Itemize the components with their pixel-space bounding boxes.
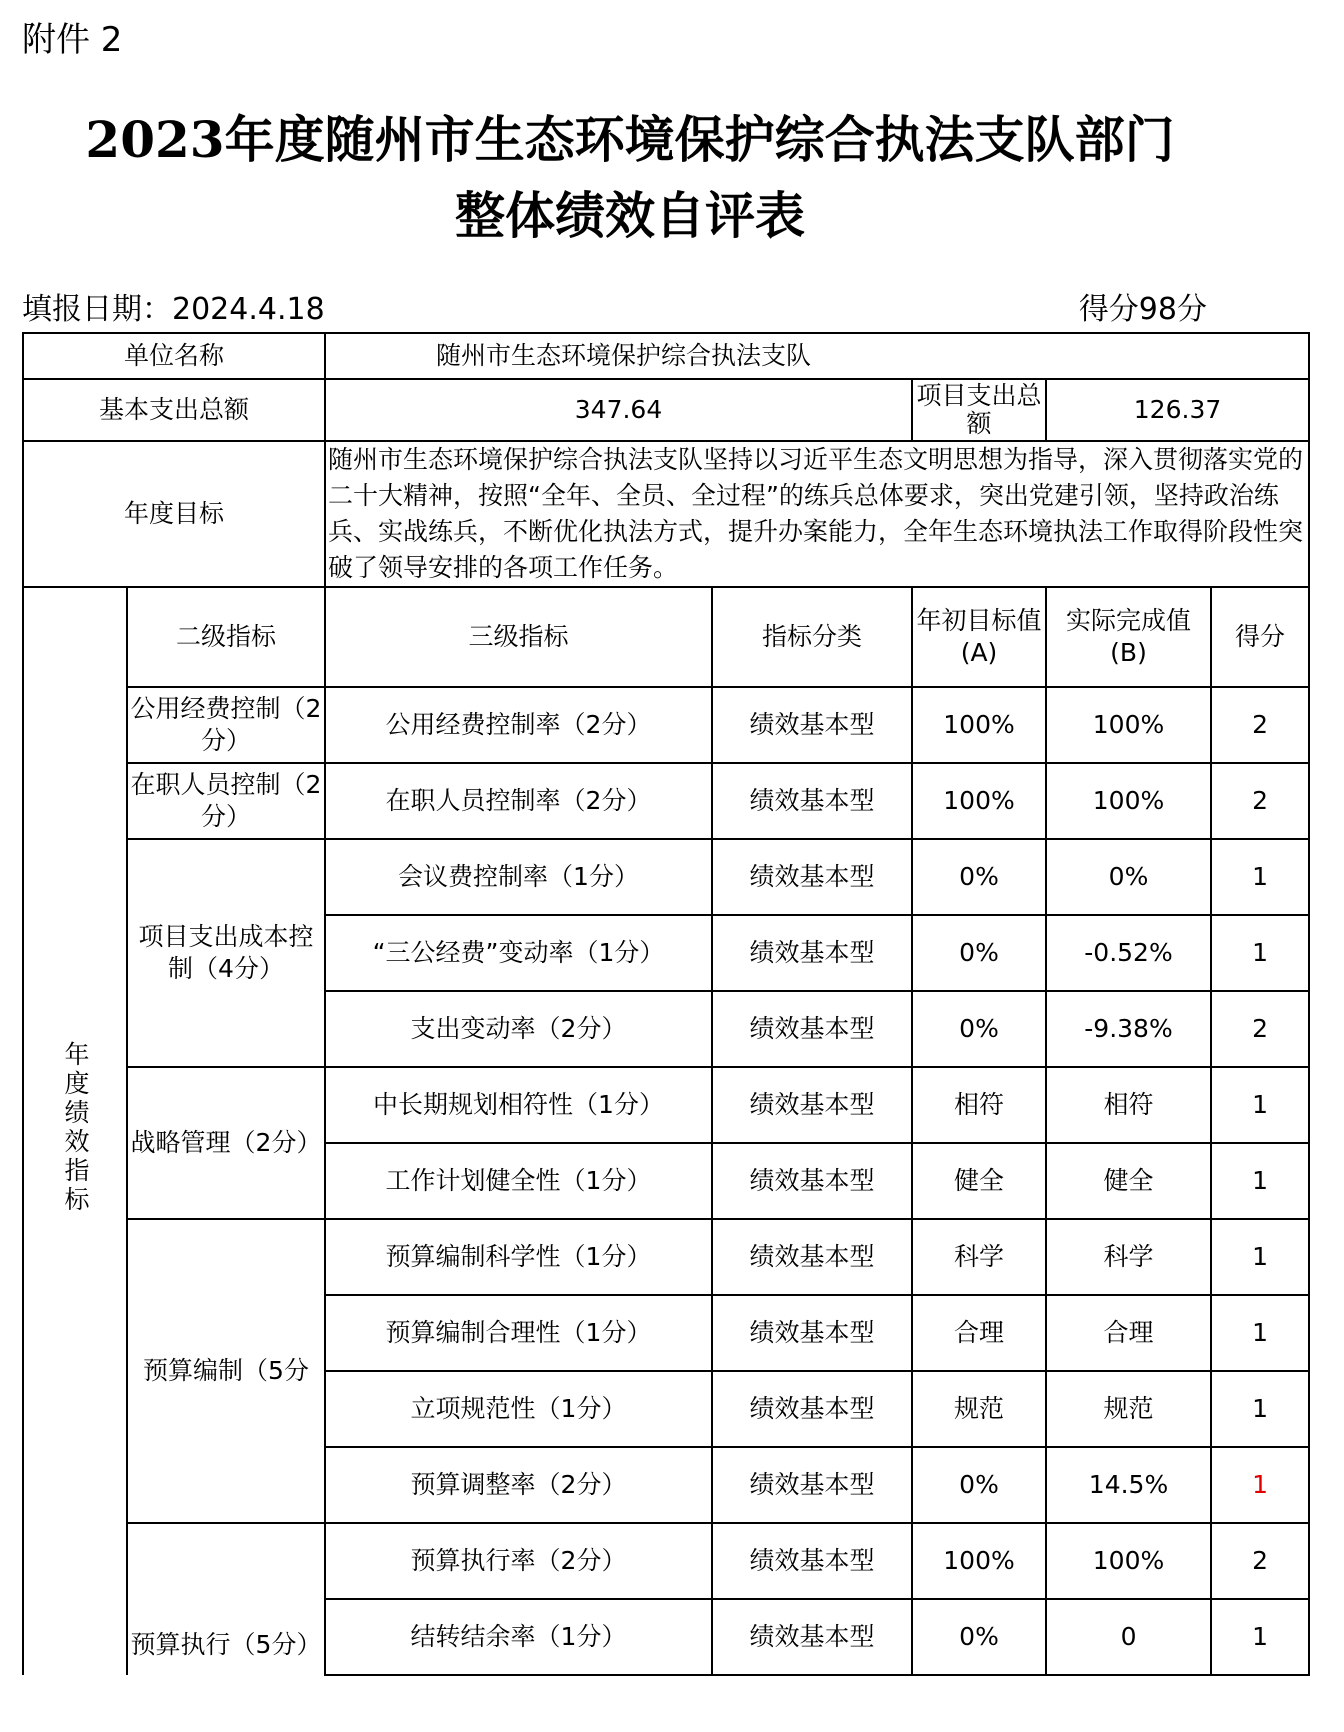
header-target: 年初目标值(A) — [912, 587, 1046, 687]
indicator-category: 绩效基本型 — [712, 1067, 912, 1143]
indicator-category: 绩效基本型 — [712, 1447, 912, 1523]
indicator-actual: 0 — [1046, 1599, 1211, 1675]
indicator-score: 1 — [1211, 1371, 1309, 1447]
fill-date: 填报日期：2024.4.18 — [22, 292, 325, 327]
header-category: 指标分类 — [712, 587, 912, 687]
table-row — [23, 1067, 1309, 1143]
header-score: 得分 — [1211, 587, 1309, 687]
indicator-target: 0% — [912, 915, 1046, 991]
indicator-name: 预算执行率（2分） — [325, 1523, 712, 1599]
indicator-name: 会议费控制率（1分） — [325, 839, 712, 915]
indicator-category: 绩效基本型 — [712, 1143, 912, 1219]
indicator-actual: 0% — [1046, 839, 1211, 915]
indicator-name: 预算调整率（2分） — [325, 1447, 712, 1523]
performance-table — [22, 332, 1310, 1676]
indicator-name: 在职人员控制率（2分） — [325, 763, 712, 839]
unit-row — [23, 333, 1309, 379]
indicator-score: 1 — [1211, 1219, 1309, 1295]
indicator-category: 绩效基本型 — [712, 687, 912, 763]
group-label: 预算执行（5分） — [127, 1523, 325, 1675]
indicator-actual: 规范 — [1046, 1371, 1211, 1447]
indicator-header-row — [23, 587, 1309, 687]
unit-label: 单位名称 — [23, 333, 325, 379]
indicator-actual: 100% — [1046, 1523, 1211, 1599]
table-row — [23, 1523, 1309, 1599]
document-title-line1: 2023年度随州市生态环境保护综合执法支队部门 — [85, 110, 1175, 169]
indicator-section-text: 年度绩效指标 — [61, 1040, 90, 1215]
indicator-score: 1 — [1211, 1295, 1309, 1371]
indicator-target: 0% — [912, 839, 1046, 915]
indicator-target: 合理 — [912, 1295, 1046, 1371]
indicator-category: 绩效基本型 — [712, 1295, 912, 1371]
indicator-category: 绩效基本型 — [712, 763, 912, 839]
indicator-score: 1 — [1211, 915, 1309, 991]
unit-value: 随州市生态环境保护综合执法支队 — [325, 333, 1309, 379]
indicator-name: 工作计划健全性（1分） — [325, 1143, 712, 1219]
table-row — [23, 839, 1309, 915]
header-level2: 二级指标 — [127, 587, 325, 687]
indicator-actual: 100% — [1046, 687, 1211, 763]
indicator-actual: 健全 — [1046, 1143, 1211, 1219]
indicator-score: 1 — [1211, 1143, 1309, 1219]
indicator-actual: 相符 — [1046, 1067, 1211, 1143]
header-level3: 三级指标 — [325, 587, 712, 687]
table-row — [23, 1219, 1309, 1295]
indicator-name: 中长期规划相符性（1分） — [325, 1067, 712, 1143]
group-label: 项目支出成本控制（4分） — [127, 839, 325, 1067]
goal-label: 年度目标 — [23, 441, 325, 587]
basic-expense-value: 347.64 — [325, 379, 912, 441]
indicator-category: 绩效基本型 — [712, 1371, 912, 1447]
indicator-score: 2 — [1211, 687, 1309, 763]
indicator-category: 绩效基本型 — [712, 991, 912, 1067]
indicator-name: 预算编制合理性（1分） — [325, 1295, 712, 1371]
indicator-name: 公用经费控制率（2分） — [325, 687, 712, 763]
indicator-actual: 100% — [1046, 763, 1211, 839]
indicator-actual: 14.5% — [1046, 1447, 1211, 1523]
group-label: 预算编制（5分 — [127, 1219, 325, 1523]
indicator-category: 绩效基本型 — [712, 1599, 912, 1675]
fill-info-row — [22, 284, 1207, 327]
group-label: 公用经费控制（2分） — [127, 687, 325, 763]
indicator-category: 绩效基本型 — [712, 1523, 912, 1599]
indicator-actual: 科学 — [1046, 1219, 1211, 1295]
group-label: 在职人员控制（2分） — [127, 763, 325, 839]
indicator-score: 2 — [1211, 763, 1309, 839]
indicator-score: 1 — [1211, 1067, 1309, 1143]
indicator-target: 健全 — [912, 1143, 1046, 1219]
indicator-target: 0% — [912, 991, 1046, 1067]
goal-row — [23, 441, 1309, 587]
total-score: 得分98分 — [1078, 292, 1207, 327]
basic-expense-label: 基本支出总额 — [23, 379, 325, 441]
indicator-actual: 合理 — [1046, 1295, 1211, 1371]
table-row — [23, 687, 1309, 763]
indicator-target: 100% — [912, 1523, 1046, 1599]
project-expense-label: 项目支出总额 — [912, 379, 1046, 441]
goal-text: 随州市生态环境保护综合执法支队坚持以习近平生态文明思想为指导，深入贯彻落实党的二十大精神，按照“全年、全员、全过程”的练兵总体要求，突出党建引领，坚持政治练兵、实战练兵，不断优化执法方式，提升办案能力，全年生态环境执法工作取得阶段性突破了领导安排的各项工作任务。 — [325, 441, 1309, 587]
attachment-label: 附件 2 — [22, 20, 123, 60]
indicator-target: 0% — [912, 1599, 1046, 1675]
indicator-target: 100% — [912, 687, 1046, 763]
indicator-score: 1 — [1211, 1599, 1309, 1675]
indicator-target: 0% — [912, 1447, 1046, 1523]
indicator-name: 结转结余率（1分） — [325, 1599, 712, 1675]
indicator-target: 相符 — [912, 1067, 1046, 1143]
indicator-name: 立项规范性（1分） — [325, 1371, 712, 1447]
indicator-name: 支出变动率（2分） — [325, 991, 712, 1067]
indicator-score-highlighted: 1 — [1211, 1447, 1309, 1523]
document-title-line2: 整体绩效自评表 — [455, 186, 805, 245]
group-label: 战略管理（2分） — [127, 1067, 325, 1219]
indicator-category: 绩效基本型 — [712, 915, 912, 991]
indicator-name: “三公经费”变动率（1分） — [325, 915, 712, 991]
indicator-target: 规范 — [912, 1371, 1046, 1447]
indicator-name: 预算编制科学性（1分） — [325, 1219, 712, 1295]
indicator-target: 100% — [912, 763, 1046, 839]
expense-row — [23, 379, 1309, 441]
indicator-actual: -9.38% — [1046, 991, 1211, 1067]
header-actual: 实际完成值(B) — [1046, 587, 1211, 687]
table-row — [23, 763, 1309, 839]
indicator-section-label — [23, 587, 127, 1675]
project-expense-value: 126.37 — [1046, 379, 1309, 441]
indicator-actual: -0.52% — [1046, 915, 1211, 991]
indicator-score: 2 — [1211, 991, 1309, 1067]
indicator-category: 绩效基本型 — [712, 839, 912, 915]
indicator-category: 绩效基本型 — [712, 1219, 912, 1295]
indicator-score: 1 — [1211, 839, 1309, 915]
indicator-target: 科学 — [912, 1219, 1046, 1295]
indicator-score: 2 — [1211, 1523, 1309, 1599]
